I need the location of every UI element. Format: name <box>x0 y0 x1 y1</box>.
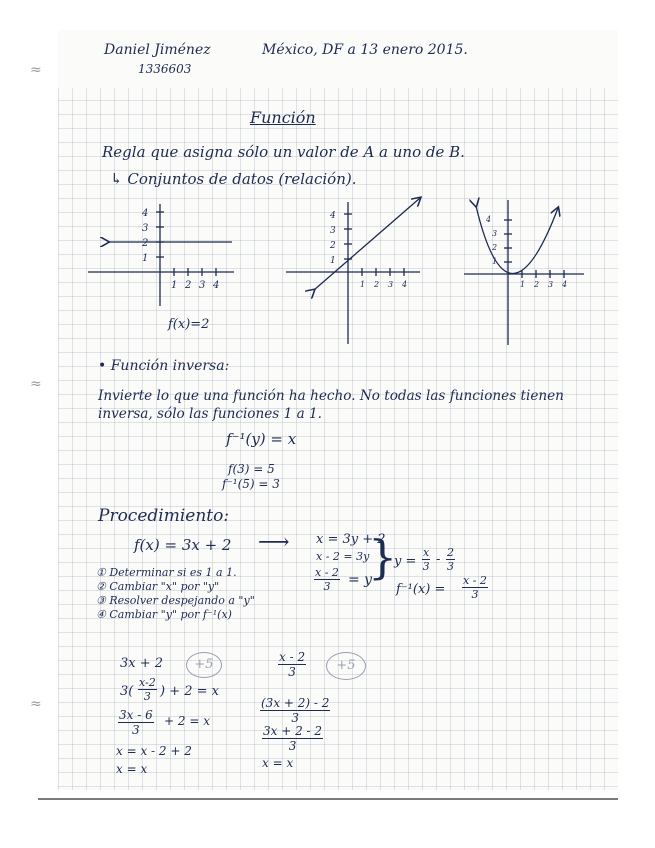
solve-line-1: x = 3y + 2 <box>316 532 386 547</box>
bullet-icon: • <box>98 358 111 374</box>
parabola-ytick: 4 <box>486 215 492 224</box>
result-1-b-den: 3 <box>447 560 454 573</box>
solve-fraction-rhs: = y <box>348 572 373 588</box>
constant-xtick: 3 <box>199 280 206 291</box>
page-title: Función <box>250 108 316 127</box>
result-1-fraction-a <box>422 546 430 573</box>
check-right-l1-num: x - 2 <box>279 650 306 664</box>
check-right-line-4: x = x <box>262 756 294 770</box>
constant-function-label: f(x)=2 <box>168 317 210 332</box>
check-right-l2-den: 3 <box>291 711 300 725</box>
example-equation-1: f(3) = 5 <box>228 462 275 476</box>
solve-line-2: x - 2 = 3y <box>316 550 370 563</box>
result-2-num: x - 2 <box>463 574 487 587</box>
check-left-line-4: x = x - 2 + 2 <box>116 744 192 758</box>
definition-subtext-label: Conjuntos de datos (relación). <box>127 170 357 188</box>
constant-function-graph <box>86 196 246 346</box>
place-date: México, DF a 13 enero 2015. <box>262 42 468 58</box>
binder-hole-mark-bottom: ≈ <box>30 696 42 712</box>
parabola-xtick: 3 <box>548 280 554 289</box>
check-left-line-5: x = x <box>116 762 148 776</box>
constant-ytick: 1 <box>142 253 149 264</box>
result-2-den: 3 <box>471 588 479 601</box>
check-left-l2-num: x-2 <box>139 676 156 689</box>
binder-hole-mark-top: ≈ <box>30 62 42 78</box>
linear-ytick: 2 <box>330 241 336 251</box>
check-left-l3-fraction <box>118 708 154 737</box>
constant-xtick: 2 <box>185 280 192 291</box>
inverse-equation: f⁻¹(y) = x <box>226 430 297 448</box>
solve-fraction-numerator: x - 2 <box>315 566 339 579</box>
linear-ytick: 3 <box>330 226 336 236</box>
procedure-step: ④ Cambiar "y" por f⁻¹(x) <box>96 608 232 621</box>
check-right-l1-fraction <box>278 650 306 679</box>
result-1-a-num: x <box>423 546 430 559</box>
arrow-icon: ↳ <box>110 170 128 188</box>
result-1-lhs: y = <box>394 554 417 569</box>
constant-xtick: 4 <box>213 280 220 291</box>
check-left-line-1: 3x + 2 <box>120 656 164 671</box>
procedure-arrow: ⟶ <box>258 530 290 555</box>
linear-ytick: 4 <box>330 211 336 221</box>
check-left-l2-fraction <box>138 676 157 703</box>
constant-ytick: 3 <box>142 223 149 234</box>
check-left-l2-post: ) + 2 = x <box>160 684 219 699</box>
inverse-heading-label: Función inversa: <box>110 358 230 374</box>
result-1-a-den: 3 <box>422 560 430 573</box>
brace-icon: } <box>368 530 398 584</box>
check-right-l3-den: 3 <box>288 739 297 753</box>
parabola-xtick: 2 <box>534 280 540 289</box>
check-right-l3-fraction <box>262 724 323 753</box>
binder-hole-mark-middle: ≈ <box>30 376 42 392</box>
parabola-ytick: 3 <box>492 229 498 238</box>
inverse-heading <box>98 358 229 374</box>
procedure-function: f(x) = 3x + 2 <box>134 536 232 554</box>
result-1-b-num: 2 <box>447 546 454 559</box>
procedure-step: ① Determinar si es 1 a 1. <box>96 566 237 579</box>
check-left-l2-pre: 3( <box>120 684 134 699</box>
linear-xtick: 2 <box>374 280 380 289</box>
procedure-step: ③ Resolver despejando a "y" <box>96 594 255 607</box>
constant-ytick: 4 <box>142 208 149 219</box>
check-right-l3-num: 3x + 2 - 2 <box>263 724 323 738</box>
check-left-l3-num: 3x - 6 <box>119 708 153 722</box>
solve-fraction-denominator: 3 <box>323 580 331 593</box>
linear-xtick: 4 <box>402 280 408 289</box>
procedure-step: ② Cambiar "x" por "y" <box>96 580 220 593</box>
parabola-xtick: 1 <box>520 280 526 289</box>
constant-ytick: 2 <box>142 238 149 249</box>
linear-ytick: 1 <box>330 256 336 266</box>
check-right-l2-num: (3x + 2) - 2 <box>261 696 330 710</box>
check-right-l1-den: 3 <box>288 665 296 679</box>
linear-xtick: 3 <box>388 280 394 289</box>
example-equation-2: f⁻¹(5) = 3 <box>222 477 280 491</box>
constant-xtick: 1 <box>171 280 178 291</box>
check-left-circle: +5 <box>186 652 222 678</box>
definition-text: Regla que asigna sólo un valor de A a uno de B. <box>102 143 465 161</box>
linear-xtick: 1 <box>360 280 366 289</box>
check-left-l2-den: 3 <box>143 690 151 703</box>
author-name: Daniel Jiménez <box>104 42 211 58</box>
result-1-fraction-b <box>446 546 455 573</box>
inverse-text-line2: inversa, sólo las funciones 1 a 1. <box>98 406 322 422</box>
result-2-fraction <box>462 574 488 601</box>
definition-subtext <box>110 170 356 188</box>
linear-function-graph <box>282 194 432 349</box>
result-2-lhs: f⁻¹(x) = <box>396 582 446 597</box>
page-bottom-edge <box>38 798 618 800</box>
inverse-text-line1: Invierte lo que una función ha hecho. No todas las funciones tienen <box>98 388 564 404</box>
parabola-xtick: 4 <box>562 280 568 289</box>
solve-fraction <box>314 566 340 593</box>
check-left-l3-post: + 2 = x <box>164 714 210 728</box>
parabola-ytick: 1 <box>492 257 498 266</box>
parabola-ytick: 2 <box>492 243 498 252</box>
check-right-circle: +5 <box>326 652 366 680</box>
header-band <box>58 30 618 88</box>
check-right-l2-fraction <box>260 696 330 725</box>
parabola-graph <box>462 190 592 350</box>
result-1-minus: - <box>436 552 441 567</box>
check-left-l3-den: 3 <box>132 723 140 737</box>
student-id: 1336603 <box>138 62 192 76</box>
procedure-heading: Procedimiento: <box>98 506 230 526</box>
check-left-line-2 <box>120 684 133 699</box>
